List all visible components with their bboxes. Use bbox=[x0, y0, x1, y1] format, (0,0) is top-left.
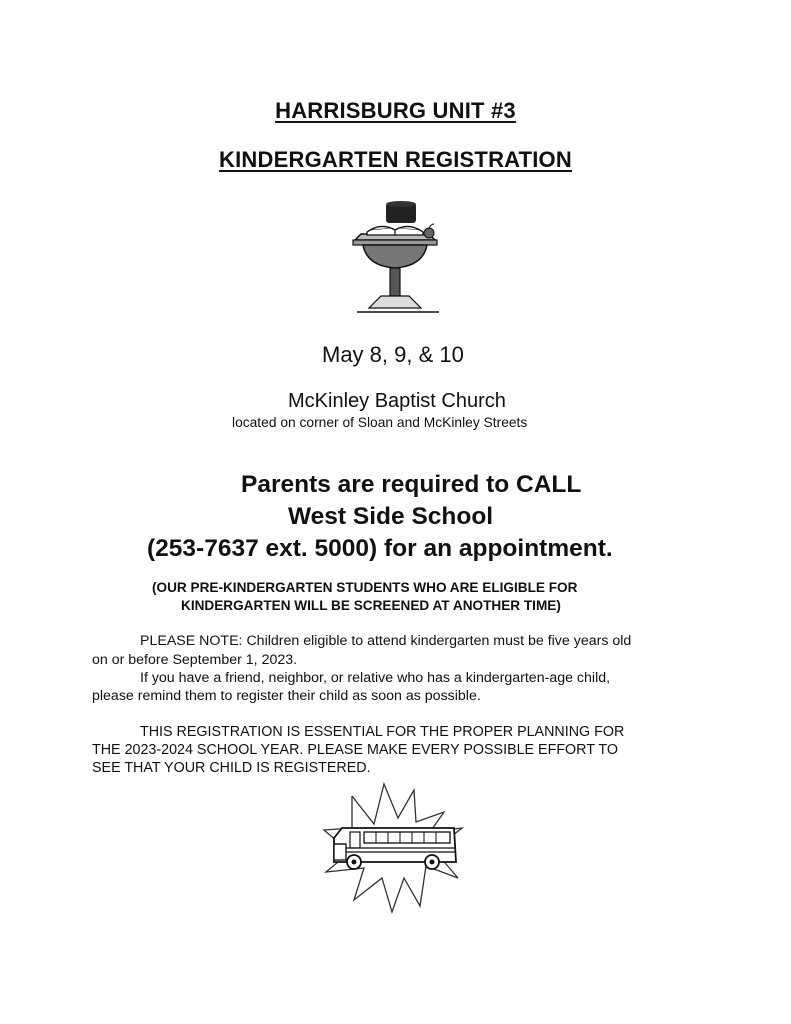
call-line-3: (253-7637 ext. 5000) for an appointment. bbox=[147, 535, 613, 562]
call-line-2: West Side School bbox=[288, 503, 494, 530]
essential-line-1: THIS REGISTRATION IS ESSENTIAL FOR THE PROPER PLANNING FOR bbox=[140, 724, 625, 740]
location-name: McKinley Baptist Church bbox=[288, 390, 506, 412]
essential-line-3: SEE THAT YOUR CHILD IS REGISTERED. bbox=[92, 760, 371, 776]
note-line-2: on or before September 1, 2023. bbox=[92, 652, 298, 668]
note-line-1: PLEASE NOTE: Children eligible to attend kindergarten must be five years old bbox=[140, 633, 632, 649]
title-line-2: KINDERGARTEN REGISTRATION bbox=[219, 147, 572, 172]
prek-note-line-1: (OUR PRE-KINDERGARTEN STUDENTS WHO ARE ELIGIBLE FOR bbox=[152, 580, 578, 595]
call-line-1: Parents are required to CALL bbox=[241, 471, 582, 498]
note-line-4: please remind them to register their child as soon as possible. bbox=[92, 688, 481, 704]
essential-line-2: THE 2023-2024 SCHOOL YEAR. PLEASE MAKE EVERY POSSIBLE EFFORT TO bbox=[92, 742, 619, 758]
school-bus-starburst-icon bbox=[320, 782, 466, 914]
desk-with-book-and-apple-icon bbox=[349, 200, 441, 318]
registration-dates: May 8, 9, & 10 bbox=[322, 342, 464, 367]
location-detail: located on corner of Sloan and McKinley Streets bbox=[232, 415, 528, 430]
title-line-1: HARRISBURG UNIT #3 bbox=[275, 98, 516, 123]
prek-note-line-2: KINDERGARTEN WILL BE SCREENED AT ANOTHER TIME) bbox=[181, 598, 561, 613]
note-line-3: If you have a friend, neighbor, or relative who has a kindergarten-age child, bbox=[140, 670, 611, 686]
